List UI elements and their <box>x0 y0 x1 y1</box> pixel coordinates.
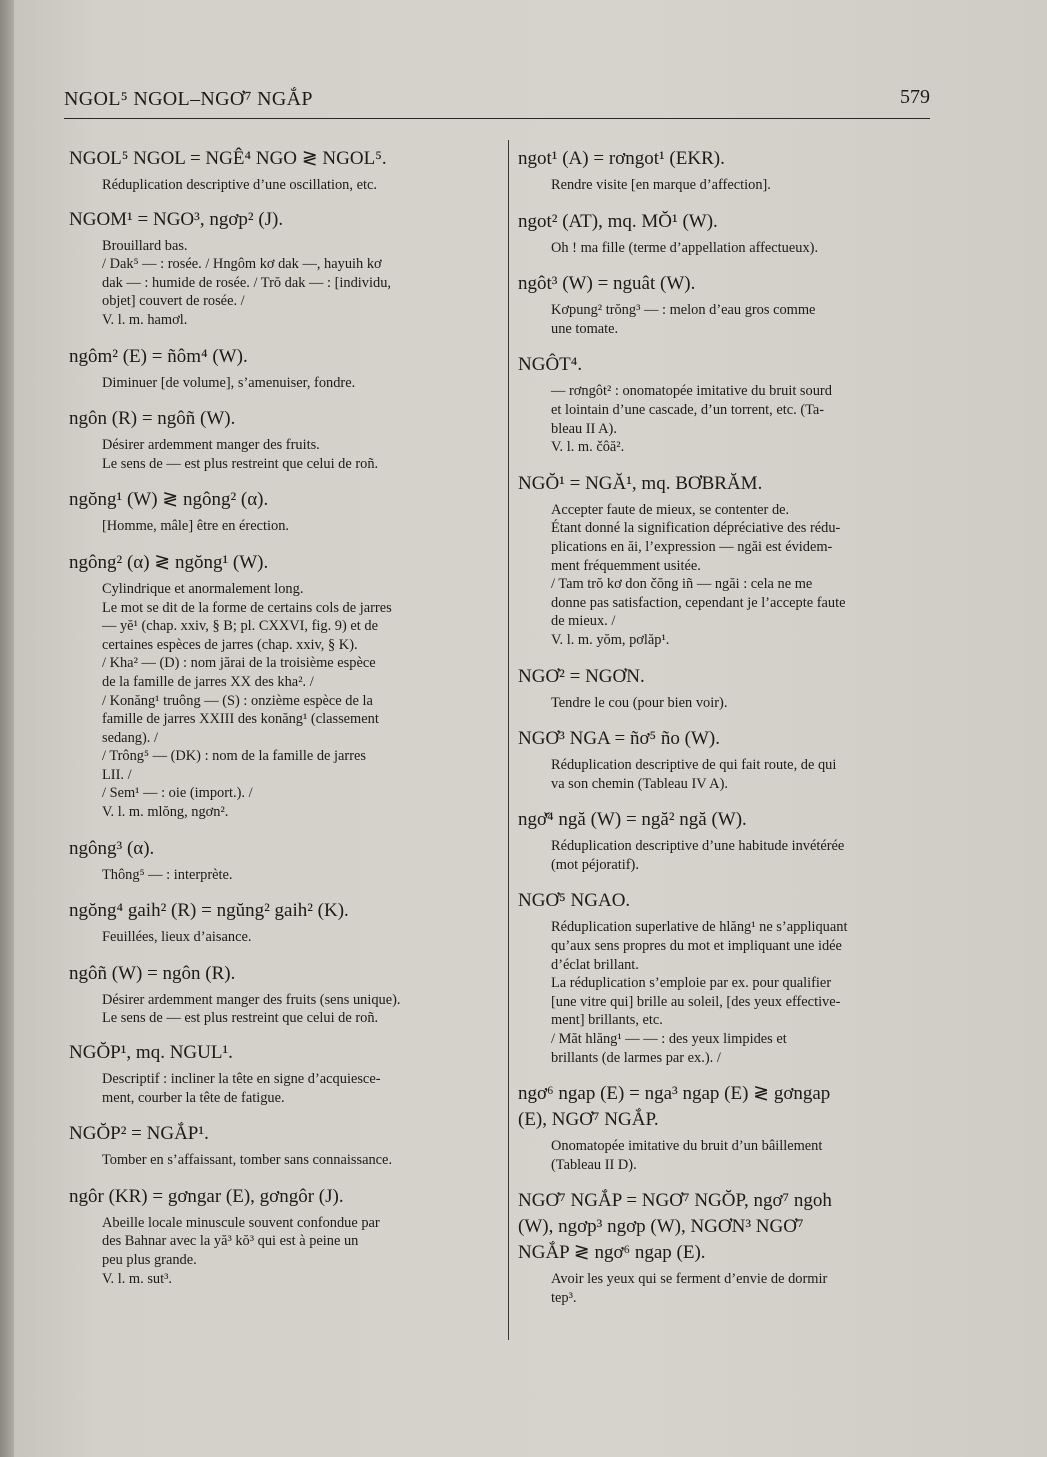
entry-headword: NGÔT⁴. <box>518 354 583 376</box>
definition-line: — yĕ¹ (chap. xxiv, § B; pl. CXXVI, fig. 9) et de <box>102 618 378 635</box>
definition-line: et lointain d’une cascade, d’un torrent, etc. (Ta- <box>551 401 825 418</box>
definition-line: V. l. m. čôă². <box>551 439 625 456</box>
definition-line: une tomate. <box>551 320 619 337</box>
definition-line: ment, courber la tête de fatigue. <box>102 1089 285 1106</box>
entry-definition <box>518 501 938 650</box>
dictionary-entry <box>69 207 494 330</box>
dictionary-entry <box>518 888 938 1067</box>
entry-definition <box>69 237 494 330</box>
entry-headword: (W), ngơp³ ngơp (W), NGƠN³ NGƠ⁷ <box>518 1216 804 1238</box>
dictionary-entry <box>518 1188 938 1307</box>
entry-headword: NGƠ³ NGA = ñơ⁵ ño (W). <box>518 728 720 750</box>
entry-headword: ngôñ (W) = ngôn (R). <box>69 962 236 984</box>
entry-headword: NGŎ¹ = NGĂ¹, mq. BƠBRĂM. <box>518 472 763 494</box>
entry-definition <box>69 580 494 822</box>
definition-line: Descriptif : incliner la tête en signe d’acquiesce- <box>102 1071 381 1088</box>
definition-line: Feuillées, lieux d’aisance. <box>102 929 252 946</box>
definition-line: (mot péjoratif). <box>551 856 639 873</box>
entry-headword: ngôm² (E) = ñôm⁴ (W). <box>69 345 248 367</box>
entry-definition <box>69 991 494 1028</box>
left-column <box>69 146 494 1288</box>
entry-headword: ngot¹ (A) = rơngot¹ (EKR). <box>518 148 725 169</box>
definition-line: Avoir les yeux qui se ferment d’envie de dormir <box>551 1271 828 1288</box>
entry-definition <box>69 866 494 885</box>
entry-headword: (E), NGƠ⁷ NGẮP. <box>518 1109 659 1131</box>
dictionary-entry <box>69 1184 494 1288</box>
definition-line: — rơngôt² : onomatopée imitative du bruit sourd <box>551 383 832 400</box>
entry-headword: NGOM¹ = NGO³, ngơp² (J). <box>69 208 284 230</box>
page-number: 579 <box>900 86 930 108</box>
entry-headword: NGŎP² = NGẮP¹. <box>69 1123 209 1145</box>
definition-line: [une vitre qui] brille au soleil, [des yeux effective- <box>551 993 841 1010</box>
entry-definition <box>518 756 938 793</box>
dictionary-page <box>14 0 1047 1457</box>
definition-line: LII. / <box>102 766 132 783</box>
definition-line: Désirer ardemment manger des fruits. <box>102 437 320 454</box>
entry-definition <box>518 694 938 713</box>
definition-line: Tomber en s’affaissant, tomber sans connaissance. <box>102 1152 393 1169</box>
entry-definition <box>69 1151 494 1170</box>
dictionary-entry <box>518 726 938 793</box>
entry-headword: ngôt³ (W) = nguât (W). <box>518 273 696 295</box>
definition-line: dak — : humide de rosée. / Trŏ dak — : [individu, <box>102 274 391 291</box>
dictionary-entry <box>518 209 938 258</box>
definition-line: Tendre le cou (pour bien voir). <box>551 694 728 711</box>
dictionary-entry <box>518 146 938 195</box>
entry-headword: NGŎP¹, mq. NGUL¹. <box>69 1042 233 1064</box>
entry-definition <box>69 517 494 536</box>
entry-headword: ngôn (R) = ngôñ (W). <box>69 408 236 430</box>
dictionary-entry <box>518 352 938 456</box>
definition-line: Onomatopée imitative du bruit d’un bâillement <box>551 1138 823 1155</box>
definition-line: va son chemin (Tableau IV A). <box>551 775 728 792</box>
definition-line: [Homme, mâle] être en érection. <box>102 518 289 535</box>
entry-definition <box>69 928 494 947</box>
definition-line: Le mot se dit de la forme de certains cols de jarres <box>102 599 392 616</box>
definition-line: / Dak⁵ — : rosée. / Hngôm kơ dak —, hayuih kơ <box>102 256 382 273</box>
entry-definition <box>69 374 494 393</box>
definition-line: V. l. m. yŏm, pơlăp¹. <box>551 631 670 648</box>
dictionary-entry <box>69 961 494 1028</box>
dictionary-entry <box>518 271 938 338</box>
entry-definition <box>69 176 494 195</box>
entry-headword: NGƠ⁷ NGẮP = NGƠ⁷ NGŎP, ngơ⁷ ngoh <box>518 1190 832 1212</box>
definition-line: tep³. <box>551 1290 577 1306</box>
definition-line: Cylindrique et anormalement long. <box>102 580 304 597</box>
entry-headword: NGẮP ≷ ngơ⁶ ngap (E). <box>518 1242 706 1264</box>
entry-definition <box>69 436 494 473</box>
definition-line: Thông⁵ — : interprète. <box>102 866 233 883</box>
definition-line: Le sens de — est plus restreint que celui de roñ. <box>102 1010 379 1027</box>
definition-line: objet] couvert de rosée. / <box>102 293 245 310</box>
running-head: NGOL⁵ NGOL–NGƠ⁷ NGẮP <box>64 88 313 110</box>
definition-line: Rendre visite [en marque d’affection]. <box>551 177 771 193</box>
entry-headword: ngot² (AT), mq. MŎ¹ (W). <box>518 210 718 232</box>
definition-line: Diminuer [de volume], s’amenuiser, fondre. <box>102 374 356 391</box>
dictionary-entry <box>69 836 494 885</box>
book-binding <box>0 0 14 1457</box>
entry-definition <box>518 301 938 338</box>
definition-line: V. l. m. sut³. <box>102 1270 173 1287</box>
entry-headword: ngôr (KR) = gơngar (E), gơngôr (J). <box>69 1185 344 1207</box>
entry-definition <box>518 239 938 258</box>
definition-line: certaines espèces de jarres (chap. xxiv, § K). <box>102 636 358 653</box>
definition-line: Brouillard bas. <box>102 237 188 254</box>
definition-line: de mieux. / <box>551 613 616 630</box>
dictionary-entry <box>69 406 494 473</box>
dictionary-entry <box>518 471 938 650</box>
definition-line: d’éclat brillant. <box>551 956 639 973</box>
column-divider <box>508 140 509 1340</box>
definition-line: / Măt hlăng¹ — — : des yeux limpides et <box>551 1031 787 1048</box>
definition-line: V. l. m. mlŏng, ngơn². <box>102 804 229 821</box>
dictionary-entry <box>518 1081 938 1174</box>
definition-line: Le sens de — est plus restreint que celui de roñ. <box>102 455 379 472</box>
dictionary-entry <box>518 664 938 713</box>
definition-line: V. l. m. hamơl. <box>102 311 188 328</box>
definition-line: / Trông⁵ — (DK) : nom de la famille de jarres <box>102 748 366 765</box>
definition-line: brillants (de larmes par ex.). / <box>551 1049 721 1066</box>
definition-line: ment fréquemment usitée. <box>551 557 701 574</box>
definition-line: Désirer ardemment manger des fruits (sens unique). <box>102 991 401 1008</box>
definition-line: famille de jarres XXIII des konăng¹ (classement <box>102 711 379 728</box>
dictionary-entry <box>518 807 938 874</box>
dictionary-entry <box>69 487 494 536</box>
dictionary-entry <box>69 344 494 393</box>
definition-line: / Konăng¹ truông — (S) : onzième espèce de la <box>102 692 373 709</box>
definition-line: / Sem¹ — : oie (import.). / <box>102 785 253 802</box>
entry-definition <box>69 1070 494 1107</box>
entry-definition <box>518 918 938 1067</box>
definition-line: qu’aux sens propres du mot et impliquant une idée <box>551 938 842 955</box>
dictionary-entry <box>69 898 494 947</box>
right-column <box>518 146 938 1308</box>
dictionary-entry <box>69 1040 494 1107</box>
entry-definition <box>518 382 938 456</box>
definition-line: donne pas satisfaction, cependant je l’accepte faute <box>551 594 846 611</box>
definition-line: Abeille locale minuscule souvent confondue par <box>102 1214 380 1231</box>
dictionary-entry <box>69 146 494 195</box>
definition-line: plications en ăi, l’expression — ngăi est évidem- <box>551 538 833 555</box>
entry-headword: ngơ⁶ ngap (E) = nga³ ngap (E) ≷ gơngap <box>518 1083 831 1105</box>
definition-line: peu plus grande. <box>102 1252 197 1268</box>
definition-line: des Bahnar avec la yă³ kŏ³ qui est à peine un <box>102 1233 359 1250</box>
definition-line: bleau II A). <box>551 420 617 437</box>
definition-line: Réduplication descriptive d’une habitude invétérée <box>551 838 845 855</box>
definition-line: sedang). / <box>102 729 158 746</box>
definition-line: Réduplication superlative de hlăng¹ ne s’appliquant <box>551 919 848 936</box>
definition-line: de la famille de jarres XX des kha². / <box>102 673 314 690</box>
page-header <box>64 86 930 119</box>
entry-definition <box>518 1270 938 1307</box>
entry-definition <box>518 837 938 874</box>
definition-line: La réduplication s’emploie par ex. pour qualifier <box>551 975 832 992</box>
entry-definition <box>69 1214 494 1288</box>
entry-headword: ngŏng¹ (W) ≷ ngông² (α). <box>69 489 269 511</box>
definition-line: Accepter faute de mieux, se contenter de. <box>551 501 790 518</box>
definition-line: ment] brillants, etc. <box>551 1012 663 1029</box>
definition-line: Réduplication descriptive d’une oscillation, etc. <box>102 177 377 193</box>
definition-line: Oh ! ma fille (terme d’appellation affectueux). <box>551 239 819 256</box>
dictionary-entry <box>69 550 494 822</box>
definition-line: / Tam trŏ kơ don čŏng iñ — ngăi : cela ne me <box>551 576 813 593</box>
entry-headword: ngơ̆⁴ ngă (W) = ngă² ngă (W). <box>518 809 747 831</box>
entry-definition <box>518 1137 938 1174</box>
entry-headword: NGƠ⁵ NGAO. <box>518 890 631 912</box>
entry-headword: ngŏng⁴ gaih² (R) = ngŭng² gaih² (K). <box>69 900 349 922</box>
definition-line: Réduplication descriptive de qui fait route, de qui <box>551 757 837 774</box>
entry-headword: ngông³ (α). <box>69 837 155 859</box>
definition-line: Étant donné la signification dépréciative des rédu- <box>551 520 841 537</box>
entry-headword: NGƠ² = NGƠN. <box>518 665 645 687</box>
entry-headword: ngông² (α) ≷ ngŏng¹ (W). <box>69 551 269 573</box>
definition-line: / Kha² — (D) : nom jărai de la troisième espèce <box>102 655 376 672</box>
definition-line: Kơpung² trŏng³ — : melon d’eau gros comme <box>551 302 816 319</box>
entry-headword: NGOL⁵ NGOL = NGÊ⁴ NGO ≷ NGOL⁵. <box>69 148 387 169</box>
dictionary-entry <box>69 1121 494 1170</box>
definition-line: (Tableau II D). <box>551 1156 637 1173</box>
entry-definition <box>518 176 938 195</box>
